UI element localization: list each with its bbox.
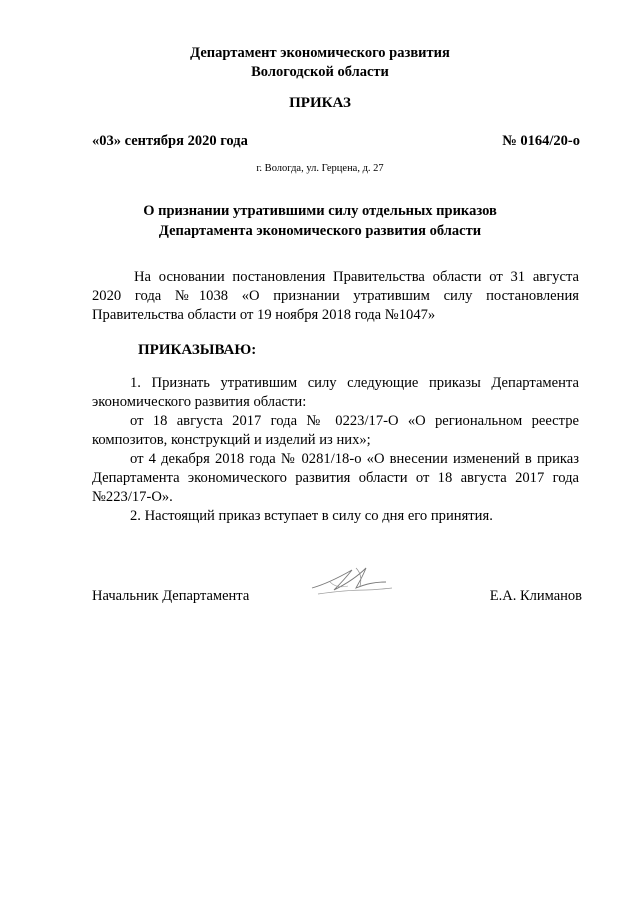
item1b-line-3: №223/17-О». [92, 489, 173, 505]
document-type: ПРИКАЗ [289, 95, 351, 111]
item1-line-1: 1. Признать утратившим силу следующие приказы Департамента [130, 375, 579, 391]
item2-line: 2. Настоящий приказ вступает в силу со дня его принятия. [130, 508, 493, 524]
org-line-2: Вологодской области [251, 64, 389, 80]
intro-line-2: 2020 года №1038 «О признании утратившим силу постановления [92, 288, 579, 304]
item1-line-2: экономического развития области: [92, 394, 307, 410]
organization-name [0, 44, 640, 82]
title-line-1: О признании утратившими силу отдельных приказов [143, 203, 497, 219]
order-items [92, 374, 579, 526]
item1b-line-1: от 4 декабря 2018 года № 0281/18-о «О внесении изменений в приказ [130, 451, 579, 467]
handwritten-signature [308, 560, 398, 602]
order-number: № 0164/20-о [502, 133, 580, 149]
intro-line-3: Правительства области от 19 ноября 2018 года №1047» [92, 307, 436, 323]
item1b-line-2: Департамента экономического развития области от 18 августа 2017 года [92, 470, 579, 486]
item1a-line-2: композитов, конструкций и изделий из них»; [92, 432, 371, 448]
order-date: «03» сентября 2020 года [92, 133, 248, 149]
intro-line-1: На основании постановления Правительства области от 31 августа [134, 269, 579, 285]
signatory-position: Начальник Департамента [92, 588, 250, 604]
title-line-2: Департамента экономического развития области [158, 223, 482, 239]
place-address: г. Вологда, ул. Герцена, д. 27 [256, 163, 384, 174]
document-title [0, 201, 640, 241]
order-word: ПРИКАЗЫВАЮ: [138, 342, 257, 358]
signatory-name: Е.А. Климанов [489, 588, 582, 604]
item1a-line-1: от 18 августа 2017 года № 0223/17-О «О региональном реестре [130, 413, 579, 429]
org-line-1: Департамент экономического развития [190, 45, 450, 61]
intro-paragraph [92, 268, 579, 325]
